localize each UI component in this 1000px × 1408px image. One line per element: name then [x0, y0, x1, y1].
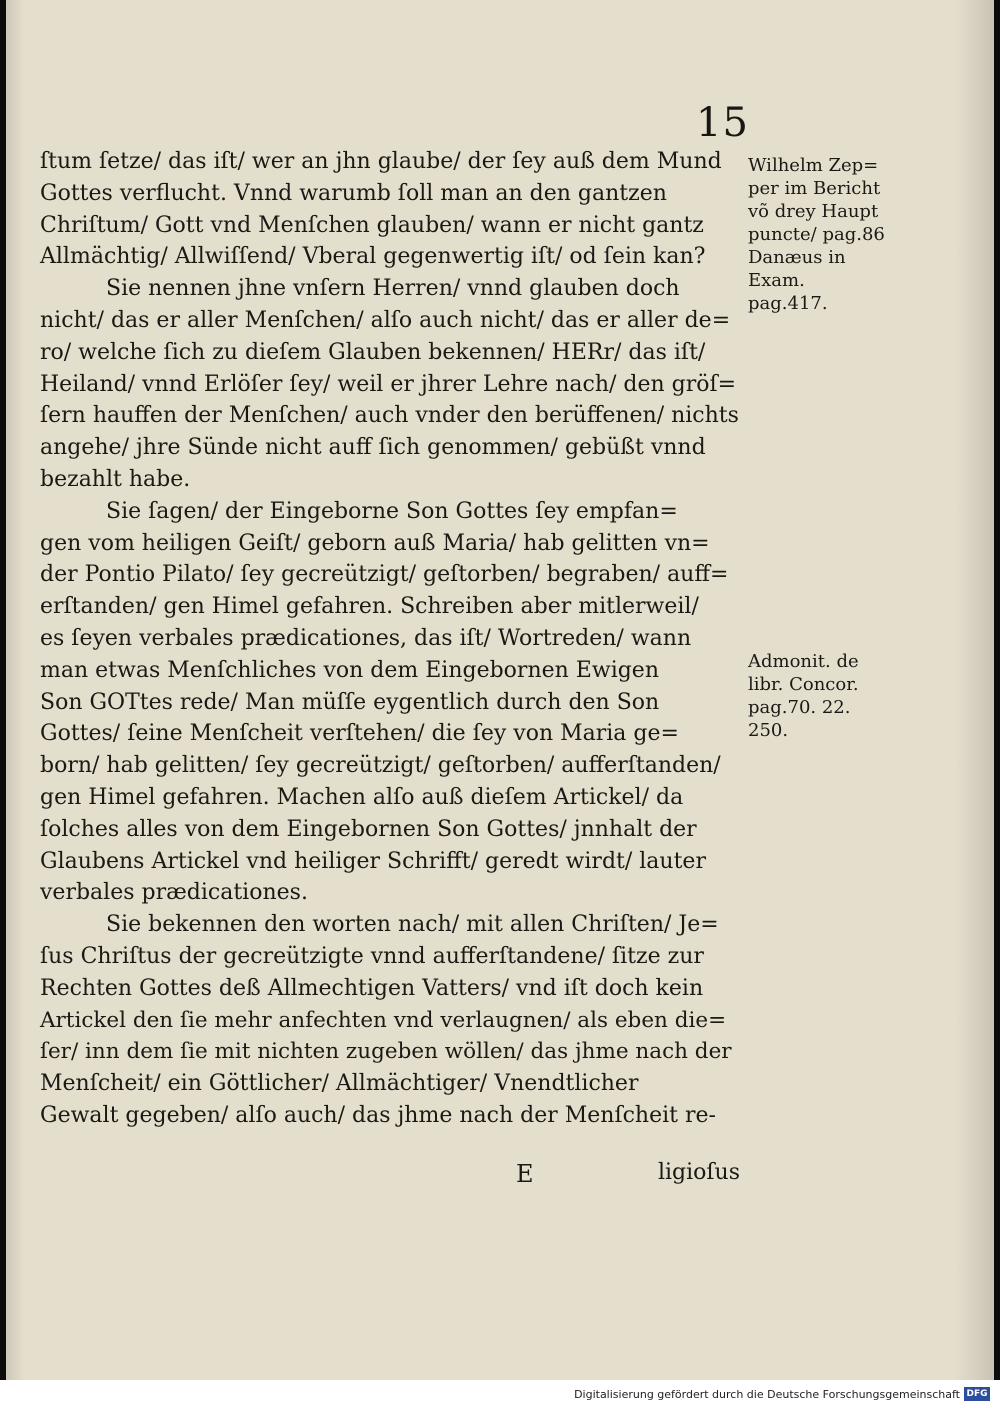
text-line: Sie ſagen/ der Eingeborne Son Gottes ſey empfan=: [106, 498, 678, 524]
margin-note-zepper-danaeus: [748, 154, 918, 315]
text-line: bezahlt habe.: [40, 466, 191, 492]
text-line: Heiland/ vnnd Erlöſer ſey/ weil er jhrer Lehre nach/ den gröſ=: [40, 371, 737, 397]
text-line: born/ hab gelitten/ ſey gecreützigt/ geſtorben/ aufferſtanden/: [40, 753, 721, 779]
text-line: verbales prædicationes.: [40, 880, 308, 906]
margin-note-line: 250.: [748, 720, 789, 741]
text-line: Glaubens Artickel vnd heiliger Schrifft/ geredt wirdt/ lauter: [40, 848, 706, 874]
text-line: ro/ welche ſich zu dieſem Glauben bekennen/ HERr/ das iſt/: [40, 339, 706, 365]
text-line: Rechten Gottes deß Allmechtigen Vatters/ vnd iſt doch kein: [40, 975, 704, 1001]
text-line: nicht/ das er aller Menſchen/ alſo auch nicht/ das er aller de=: [40, 307, 731, 333]
margin-note-line: libr. Concor.: [748, 674, 859, 695]
text-line: angehe/ jhre Sünde nicht auff ſich genommen/ gebüßt vnnd: [40, 435, 706, 461]
text-line: Menſcheit/ ein Göttlicher/ Allmächtiger/ Vnendtlicher: [40, 1071, 639, 1097]
text-line: ſtum ſetze/ das iſt/ wer an jhn glaube/ der ſey auß dem Mund: [40, 149, 722, 174]
text-line: Gewalt gegeben/ alſo auch/ das jhme nach der Menſcheit re-: [40, 1102, 716, 1128]
text-line: man etwas Menſchliches von dem Eingebornen Ewigen: [40, 657, 659, 683]
text-line: Gottes verflucht. Vnnd warumb ſoll man an den gantzen: [40, 180, 667, 206]
signature-mark: E: [516, 1160, 534, 1188]
text-line: erſtanden/ gen Himel gefahren. Schreiben aber mitlerweil/: [40, 594, 699, 620]
text-line: ſern hauffen der Menſchen/ auch vnder den berüffenen/ nichts: [40, 403, 739, 429]
margin-note-line: Danæus in: [748, 247, 846, 268]
text-line: ſer/ inn dem ſie mit nichten zugeben wöllen/ das jhme nach der: [40, 1039, 732, 1065]
margin-note-line: Wilhelm Zep=: [748, 155, 879, 176]
funding-credit: Digitalisierung gefördert durch die Deutsche Forschungsgemeinschaft: [574, 1388, 960, 1401]
margin-note-admonitio: [748, 650, 918, 742]
text-line: Chriſtum/ Gott vnd Menſchen glauben/ wann er nicht gantz: [40, 212, 704, 238]
text-line: Gottes/ ſeine Menſcheit verſtehen/ die ſey von Maria ge=: [40, 721, 679, 747]
catchword: ligioſus: [657, 1160, 740, 1185]
footer-bar: [0, 1384, 1000, 1408]
book-page: [6, 0, 994, 1380]
text-line: Allmächtig/ Allwiſſend/ Vberal gegenwertig iſt/ od ſein kan?: [40, 244, 706, 270]
text-line: Son GOTtes rede/ Man müſſe eygentlich durch den Son: [40, 689, 660, 715]
margin-note-line: per im Bericht: [748, 178, 881, 199]
text-line: Artickel den ſie mehr anfechten vnd verlaugnen/ als eben die=: [40, 1007, 727, 1033]
text-line: es ſeyen verbales prædicationes, das iſt/ Wortreden/ wann: [40, 625, 692, 651]
text-line: gen Himel gefahren. Machen alſo auß dieſem Artickel/ da: [40, 784, 684, 810]
margin-note-line: Exam.: [748, 270, 805, 291]
page-number: 15: [696, 100, 749, 146]
page-foot-row: [40, 1160, 740, 1192]
text-line: Sie bekennen den worten nach/ mit allen Chriſten/ Je=: [106, 912, 719, 938]
margin-note-line: puncte/ pag.86: [748, 224, 885, 245]
text-line: Sie nennen jhne vnſern Herren/ vnnd glauben doch: [106, 276, 680, 302]
dfg-logo: DFG: [964, 1387, 990, 1401]
margin-note-line: pag.417.: [748, 293, 828, 314]
body-text: [40, 146, 740, 1132]
margin-note-line: võ drey Haupt: [748, 201, 879, 222]
text-line: ſolches alles von dem Eingebornen Son Gottes/ jnnhalt der: [40, 816, 697, 842]
margin-note-line: Admonit. de: [748, 651, 859, 672]
text-line: gen vom heiligen Geiſt/ geborn auß Maria/ hab gelitten vn=: [40, 530, 710, 556]
text-line: der Pontio Pilato/ ſey gecreützigt/ geſtorben/ begraben/ auff=: [40, 562, 729, 588]
margin-note-line: pag.70. 22.: [748, 697, 851, 718]
text-line: ſus Chriſtus der gecreützigte vnnd aufferſtandene/ ſitze zur: [40, 943, 704, 969]
